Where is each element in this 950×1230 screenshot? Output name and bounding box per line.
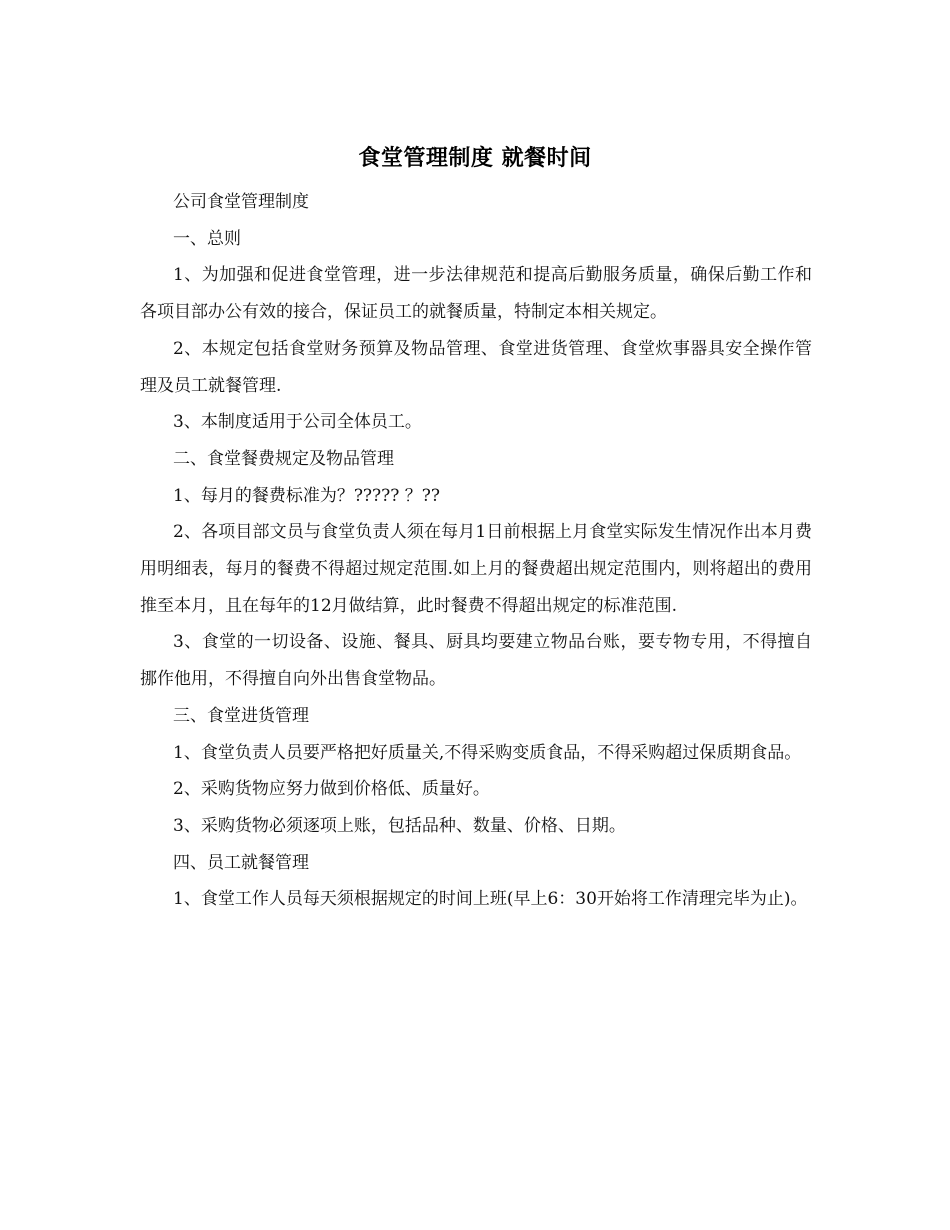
paragraph-purchasing-3: 3、采购货物必须逐项上账，包括品种、数量、价格、日期。 bbox=[173, 815, 626, 836]
document-body bbox=[140, 184, 812, 918]
paragraph-dining-1: 1、食堂工作人员每天须根据规定的时间上班(早上6：30开始将工作清理完毕为止)。 bbox=[173, 889, 808, 910]
section-heading-purchasing: 三、食堂进货管理 bbox=[173, 705, 309, 726]
paragraph-general-2: 2、本规定包括食堂财务预算及物品管理、食堂进货管理、食堂炊事器具安全操作管理及员工就餐管理. bbox=[140, 338, 812, 396]
paragraph-purchasing-1: 1、食堂负责人员要严格把好质量关,不得采购变质食品，不得采购超过保质期食品。 bbox=[173, 742, 802, 763]
document-title: 食堂管理制度 就餐时间 bbox=[358, 145, 592, 171]
paragraph-meal-fee-3: 3、食堂的一切设备、设施、餐具、厨具均要建立物品台账，要专物专用，不得擅自挪作他用，不得擅自向外出售食堂物品。 bbox=[140, 632, 812, 690]
paragraph-meal-fee-1: 1、每月的餐费标准为？????? ？?? bbox=[173, 485, 441, 506]
section-heading-meal-fee: 二、食堂餐费规定及物品管理 bbox=[173, 448, 394, 469]
section-heading-general: 一、总则 bbox=[173, 228, 241, 249]
paragraph-purchasing-2: 2、采购货物应努力做到价格低、质量好。 bbox=[173, 779, 490, 800]
paragraph-general-1: 1、为加强和促进食堂管理，进一步法律规范和提高后勤服务质量，确保后勤工作和各项目部办公有效的接合，保证员工的就餐质量，特制定本相关规定。 bbox=[140, 265, 812, 323]
section-heading-dining: 四、员工就餐管理 bbox=[173, 852, 309, 873]
paragraph-company-rules: 公司食堂管理制度 bbox=[173, 192, 309, 212]
paragraph-general-3: 3、本制度适用于公司全体员工。 bbox=[173, 412, 422, 433]
paragraph-meal-fee-2: 2、各项目部文员与食堂负责人须在每月1日前根据上月食堂实际发生情况作出本月费用明细表，每月的餐费不得超过规定范围.如上月的餐费超出规定范围内，则将超出的费用推至本月，且在每年的12月做结算，此时餐费不得超出规定的标准范围. bbox=[140, 522, 812, 616]
